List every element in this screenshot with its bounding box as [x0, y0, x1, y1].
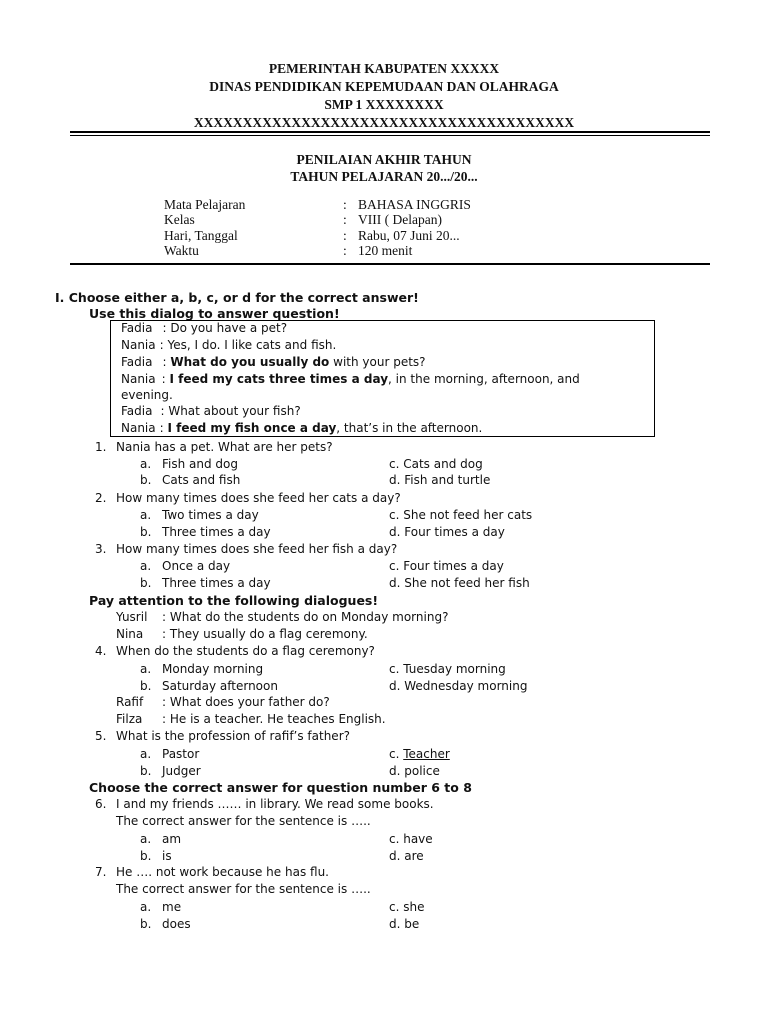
question-text: How many times does she feed her fish a day? [116, 542, 398, 556]
utterance-text: He is a teacher. He teaches English. [169, 712, 386, 726]
option-b[interactable]: Judger [162, 764, 201, 778]
option-a[interactable]: Once a day [162, 559, 231, 573]
dialog-line [121, 338, 336, 352]
option-c[interactable] [389, 747, 450, 761]
question-number: 2. [95, 491, 107, 505]
option-letter: a. [140, 662, 152, 676]
question-subtext: The correct answer for the sentence is ….. [116, 814, 371, 828]
utterance-bold: I feed my cats three times a day [169, 372, 389, 386]
info-colon: : [343, 228, 347, 243]
question-text: What is the profession of rafif’s father? [116, 729, 350, 743]
dialog-line-continuation: evening. [121, 388, 173, 402]
info-value-date: Rabu, 07 Juni 20... [358, 228, 460, 243]
option-b[interactable]: Cats and fish [162, 473, 241, 487]
utterance [162, 610, 448, 624]
option-d[interactable]: d. are [389, 849, 424, 863]
info-label: Mata Pelajaran [164, 197, 246, 212]
option-letter: b. [140, 679, 152, 693]
separator: : [161, 372, 170, 386]
option-c-word: Teacher [403, 747, 450, 761]
question-text: When do the students do a flag ceremony? [116, 644, 375, 658]
separator: : [162, 712, 170, 726]
header-divider-thick [70, 131, 710, 133]
header-school: SMP 1 XXXXXXXX [324, 97, 444, 112]
option-d[interactable]: d. police [389, 764, 440, 778]
utterance: , in the morning, afternoon, and [388, 372, 580, 386]
option-d[interactable]: d. Wednesday morning [389, 679, 528, 693]
utterance: Do you have a pet? [170, 321, 288, 335]
question-text: He …. not work because he has flu. [116, 865, 329, 879]
question-number: 1. [95, 440, 107, 454]
separator: : [162, 695, 170, 709]
choose-instruction: Choose the correct answer for question number 6 to 8 [89, 780, 472, 795]
separator: : [160, 404, 169, 418]
option-c[interactable]: c. have [389, 832, 433, 846]
exam-year: TAHUN PELAJARAN 20.../20... [290, 169, 478, 184]
option-c[interactable]: c. She not feed her cats [389, 508, 533, 522]
option-d[interactable]: d. Fish and turtle [389, 473, 491, 487]
speaker: Rafif [116, 695, 144, 709]
speaker: Nania [121, 372, 156, 386]
utterance-bold: What do you usually do [170, 355, 330, 369]
info-label: Waktu [164, 243, 199, 258]
option-letter: a. [140, 832, 152, 846]
separator: : [162, 610, 170, 624]
option-b[interactable]: does [162, 917, 191, 931]
info-value-subject: BAHASA INGGRIS [358, 197, 471, 212]
section-heading: I. Choose either a, b, c, or d for the correct answer! [55, 290, 419, 305]
option-b[interactable]: Three times a day [162, 576, 271, 590]
utterance: with your pets? [329, 355, 426, 369]
option-a[interactable]: am [162, 832, 182, 846]
option-c[interactable]: c. Cats and dog [389, 457, 483, 471]
separator: : [159, 421, 168, 435]
dialog-line [121, 321, 287, 335]
option-b[interactable]: Saturday afternoon [162, 679, 278, 693]
question-text: How many times does she feed her cats a day? [116, 491, 401, 505]
option-c[interactable]: c. Four times a day [389, 559, 504, 573]
utterance [162, 712, 386, 726]
option-letter: a. [140, 457, 152, 471]
utterance: , that’s in the afternoon. [336, 421, 483, 435]
utterance-bold: I feed my fish once a day [167, 421, 337, 435]
header-government: PEMERINTAH KABUPATEN XXXXX [268, 61, 500, 76]
speaker: Fadia [121, 404, 153, 418]
utterance-text: What do the students do on Monday morning? [169, 610, 449, 624]
separator: : [162, 355, 171, 369]
question-number: 3. [95, 542, 107, 556]
question-subtext: The correct answer for the sentence is ….. [116, 882, 371, 896]
utterance [162, 627, 368, 641]
speaker: Nania [121, 421, 156, 435]
utterance: Yes, I do. I like cats and fish. [167, 338, 337, 352]
speaker: Fadia [121, 321, 153, 335]
speaker: Nina [116, 627, 144, 641]
option-c[interactable]: c. she [389, 900, 425, 914]
option-letter: a. [140, 747, 152, 761]
info-value-time: 120 menit [358, 243, 413, 258]
question-number: 5. [95, 729, 107, 743]
speaker: Yusril [116, 610, 148, 624]
option-d[interactable]: d. be [389, 917, 420, 931]
header-divider-thin [70, 135, 710, 136]
option-a[interactable]: Two times a day [162, 508, 259, 522]
speaker: Fadia [121, 355, 153, 369]
utterance: What about your fish? [168, 404, 301, 418]
question-text: I and my friends …… in library. We read some books. [116, 797, 434, 811]
utterance-text: They usually do a flag ceremony. [169, 627, 368, 641]
option-letter: b. [140, 576, 152, 590]
separator: : [162, 321, 171, 335]
dialog-instruction: Use this dialog to answer question! [89, 306, 340, 321]
speaker: Nania [121, 338, 156, 352]
info-label: Kelas [164, 212, 195, 227]
option-letter: b. [140, 849, 152, 863]
option-letter: b. [140, 764, 152, 778]
question-number: 7. [95, 865, 107, 879]
header-department: DINAS PENDIDIKAN KEPEMUDAAN DAN OLAHRAGA [209, 79, 559, 94]
option-a[interactable]: Pastor [162, 747, 200, 761]
option-a[interactable]: me [162, 900, 182, 914]
speaker: Filza [116, 712, 143, 726]
info-colon: : [343, 243, 347, 258]
option-letter: a. [140, 900, 152, 914]
question-number: 6. [95, 797, 107, 811]
dialogue-instruction: Pay attention to the following dialogues! [89, 593, 379, 608]
info-value-class: VIII ( Delapan) [358, 212, 442, 227]
option-letter: b. [140, 473, 152, 487]
option-letter: a. [140, 559, 152, 573]
question-text: Nania has a pet. What are her pets? [116, 440, 333, 454]
separator: : [162, 627, 170, 641]
info-colon: : [343, 212, 347, 227]
option-c-prefix: c. [389, 747, 404, 761]
option-a[interactable]: Fish and dog [162, 457, 239, 471]
option-c[interactable]: c. Tuesday morning [389, 662, 506, 676]
option-a[interactable]: Monday morning [162, 662, 264, 676]
option-letter: a. [140, 508, 152, 522]
dialog-line [121, 372, 580, 386]
separator: : [159, 338, 168, 352]
option-d[interactable]: d. Four times a day [389, 525, 505, 539]
info-colon: : [343, 197, 347, 212]
dialog-line [121, 404, 301, 418]
option-b[interactable]: is [162, 849, 172, 863]
dialog-line [121, 355, 426, 369]
info-label: Hari, Tanggal [164, 228, 238, 243]
header-address: XXXXXXXXXXXXXXXXXXXXXXXXXXXXXXXXXXXXXXX [193, 115, 575, 130]
utterance-text: What does your father do? [169, 695, 330, 709]
exam-title: PENILAIAN AKHIR TAHUN [296, 152, 472, 167]
option-letter: b. [140, 525, 152, 539]
option-b[interactable]: Three times a day [162, 525, 271, 539]
info-divider [70, 263, 710, 265]
option-letter: b. [140, 917, 152, 931]
option-d[interactable]: d. She not feed her fish [389, 576, 530, 590]
question-number: 4. [95, 644, 107, 658]
utterance [162, 695, 330, 709]
dialog-line [121, 421, 482, 435]
